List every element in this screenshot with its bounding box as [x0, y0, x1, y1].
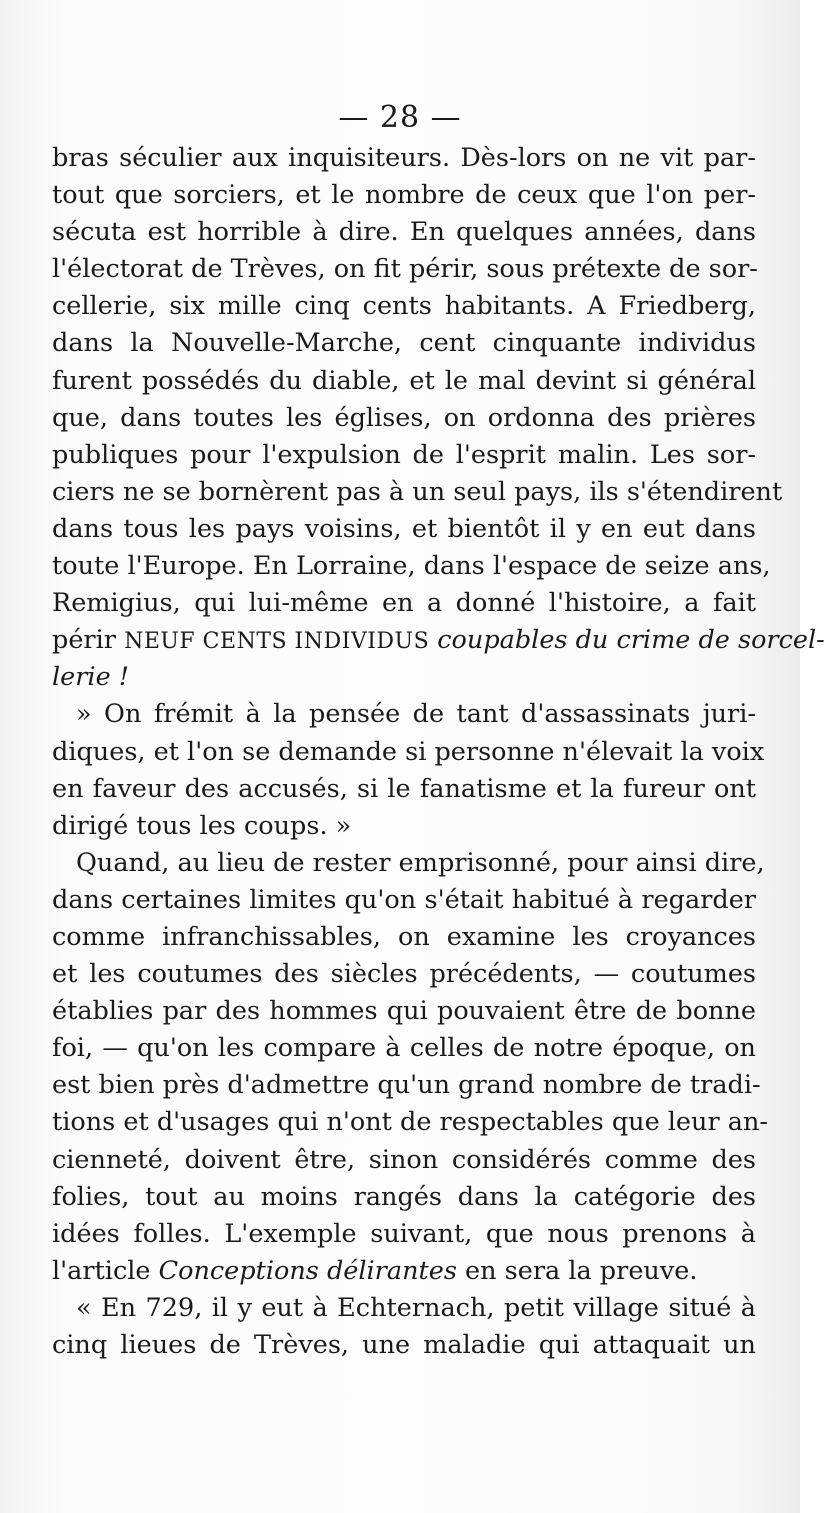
- text-line: [52, 177, 756, 214]
- text-line: [52, 845, 765, 882]
- text-line: [52, 659, 756, 696]
- italic-text: Conceptions délirantes: [158, 1255, 457, 1286]
- line-text: dans certaines limites qu'on s'était habitué à regarder: [52, 884, 756, 915]
- text-line: [52, 363, 756, 400]
- line-text: et les coutumes des siècles précédents, — coutumes: [52, 959, 756, 990]
- line-text: bras séculier aux inquisiteurs. Dès-lors on ne vit par-: [52, 143, 756, 173]
- line-text: l'article: [52, 1255, 159, 1286]
- line-text: dirigé tous les coups. »: [52, 810, 352, 841]
- line-text: comme infranchissables, on examine les croyances: [52, 921, 756, 952]
- text-line: [52, 993, 756, 1030]
- text-line: [52, 288, 756, 325]
- line-text: idées folles. L'exemple suivant, que nous prenons à: [52, 1218, 756, 1249]
- line-text: l'électorat de Trèves, on fit périr, sous prétexte de sor-: [52, 254, 758, 285]
- line-text: cellerie, six mille cinq cents habitants. A Friedberg,: [52, 291, 756, 322]
- line-text: ciers ne se bornèrent pas à un seul pays, ils s'étendirent: [52, 476, 783, 507]
- text-line: [52, 1216, 756, 1253]
- text-line: [52, 400, 756, 437]
- text-line: [52, 511, 756, 548]
- line-text: est bien près d'admettre qu'un grand nombre de tradi-: [52, 1070, 761, 1101]
- line-text: toute l'Europe. En Lorraine, dans l'espace de seize ans,: [52, 551, 771, 582]
- italic-text: lerie !: [52, 662, 130, 693]
- text-line: [52, 1253, 756, 1290]
- text-line: [52, 1030, 756, 1067]
- line-text: folies, tout au moins rangés dans la catégorie des: [52, 1181, 756, 1212]
- text-line: [52, 919, 756, 956]
- text-line: [52, 734, 765, 771]
- italic-text: coupables du crime de sorcel-: [429, 625, 825, 656]
- text-line: [52, 622, 825, 659]
- text-line: [52, 437, 756, 474]
- line-text: périr: [52, 625, 125, 656]
- line-text: « En 729, il y eut à Echternach, petit village situé à: [76, 1292, 756, 1323]
- line-text: tions et d'usages qui n'ont de respectables que leur an-: [52, 1107, 768, 1138]
- text-line: [52, 771, 756, 808]
- line-text: publiques pour l'expulsion de l'esprit malin. Les sor-: [52, 439, 756, 470]
- text-line: [52, 882, 756, 919]
- line-text: cienneté, doivent être, sinon considérés comme des: [52, 1144, 756, 1175]
- line-text: en faveur des accusés, si le fanatisme et la fureur ont: [52, 773, 756, 804]
- line-text: en sera la preuve.: [456, 1255, 698, 1286]
- text-line: [52, 808, 756, 845]
- text-line: [52, 1104, 768, 1141]
- text-line: [52, 1142, 756, 1179]
- text-line: [52, 956, 756, 993]
- text-line: [52, 1327, 756, 1364]
- text-line: [52, 214, 756, 251]
- line-text: » On frémit à la pensée de tant d'assassinats juri-: [76, 699, 756, 730]
- line-text: dans la Nouvelle-Marche, cent cinquante individus: [52, 328, 756, 359]
- line-text: tout que sorciers, et le nombre de ceux que l'on per-: [52, 180, 756, 211]
- text-line: [52, 140, 756, 177]
- text-line: [52, 585, 756, 622]
- line-text: établies par des hommes qui pouvaient être de bonne: [52, 996, 756, 1027]
- line-text: cinq lieues de Trèves, une maladie qui attaquait un: [52, 1330, 756, 1360]
- text-line: [52, 474, 783, 511]
- line-text: furent possédés du diable, et le mal devint si général: [52, 365, 756, 396]
- small-caps-text: NEUF CENTS INDIVIDUS: [124, 629, 430, 655]
- body-text: [52, 140, 825, 1364]
- line-text: que, dans toutes les églises, on ordonna des prières: [52, 402, 756, 433]
- text-line: [52, 696, 756, 733]
- line-text: dans tous les pays voisins, et bientôt il y en eut dans: [52, 513, 756, 544]
- text-line: [52, 548, 771, 585]
- line-text: foi, — qu'on les compare à celles de notre époque, on: [52, 1033, 756, 1064]
- page-number: — 28 —: [338, 100, 462, 135]
- line-text: sécuta est horrible à dire. En quelques années, dans: [52, 217, 756, 248]
- text-line: [52, 1179, 756, 1216]
- text-line: [52, 325, 756, 362]
- text-line: [52, 1067, 761, 1104]
- text-line: [52, 1290, 756, 1327]
- text-line: [52, 251, 756, 288]
- line-text: Quand, au lieu de rester emprisonné, pour ainsi dire,: [76, 847, 765, 878]
- line-text: diques, et l'on se demande si personne n'élevait la voix: [52, 736, 765, 767]
- line-text: Remigius, qui lui-même en a donné l'histoire, a fait: [52, 588, 756, 619]
